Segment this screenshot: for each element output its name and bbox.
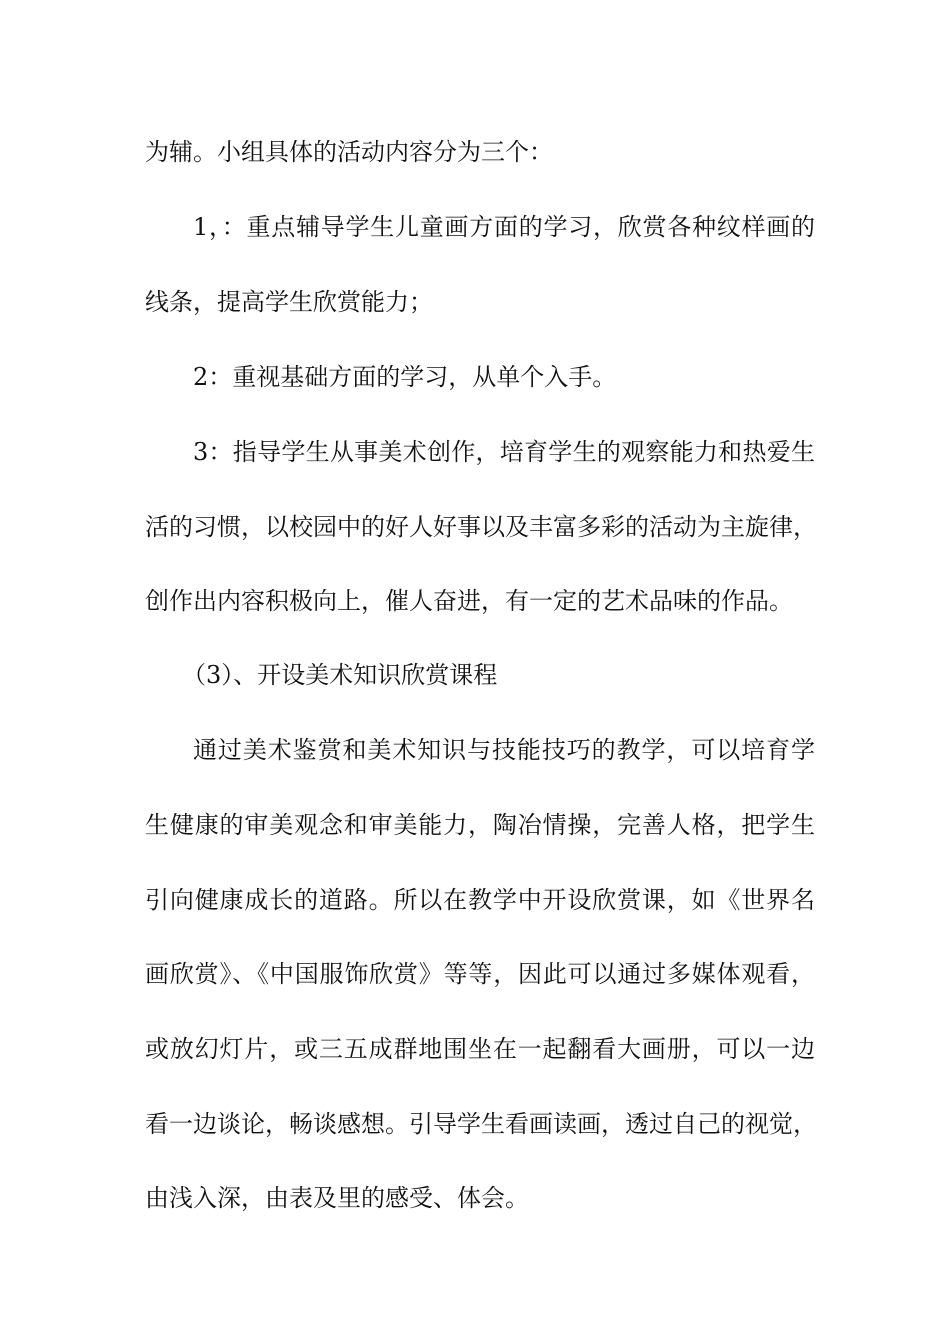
section-heading: （3）、开设美术知识欣赏课程: [182, 661, 498, 689]
text-line-11: 引向健康成长的道路。所以在教学中开设欣赏课，如《世界名: [145, 886, 815, 914]
text-line-2: 1，：重点辅导学生儿童画方面的学习，欣赏各种纹样画的: [193, 213, 815, 241]
text-line-1: 为辅。小组具体的活动内容分为三个：: [145, 138, 553, 166]
text-line-5: 3：指导学生从事美术创作，培育学生的观察能力和热爱生: [193, 438, 815, 466]
text-line-13: 或放幻灯片，或三五成群地围坐在一起翻看大画册，可以一边: [145, 1035, 815, 1063]
text-line-10: 生健康的审美观念和审美能力，陶冶情操，完善人格，把学生: [145, 811, 815, 839]
text-line-12: 画欣赏》、《中国服饰欣赏》等等，因此可以通过多媒体观看，: [145, 960, 815, 988]
text-line-7: 创作出内容积极向上，催人奋进，有一定的艺术品味的作品。: [145, 587, 793, 615]
text-line-3: 线条，提高学生欣赏能力；: [145, 288, 433, 316]
text-line-4: 2：重视基础方面的学习，从单个入手。: [193, 363, 617, 391]
text-line-14: 看一边谈论，畅谈感想。引导学生看画读画，透过自己的视觉，: [145, 1110, 817, 1138]
text-line-6: 活的习惯，以校园中的好人好事以及丰富多彩的活动为主旋律，: [145, 513, 817, 541]
text-line-15: 由浅入深，由表及里的感受、体会。: [145, 1184, 529, 1212]
text-line-9: 通过美术鉴赏和美术知识与技能技巧的教学，可以培育学: [193, 736, 815, 764]
